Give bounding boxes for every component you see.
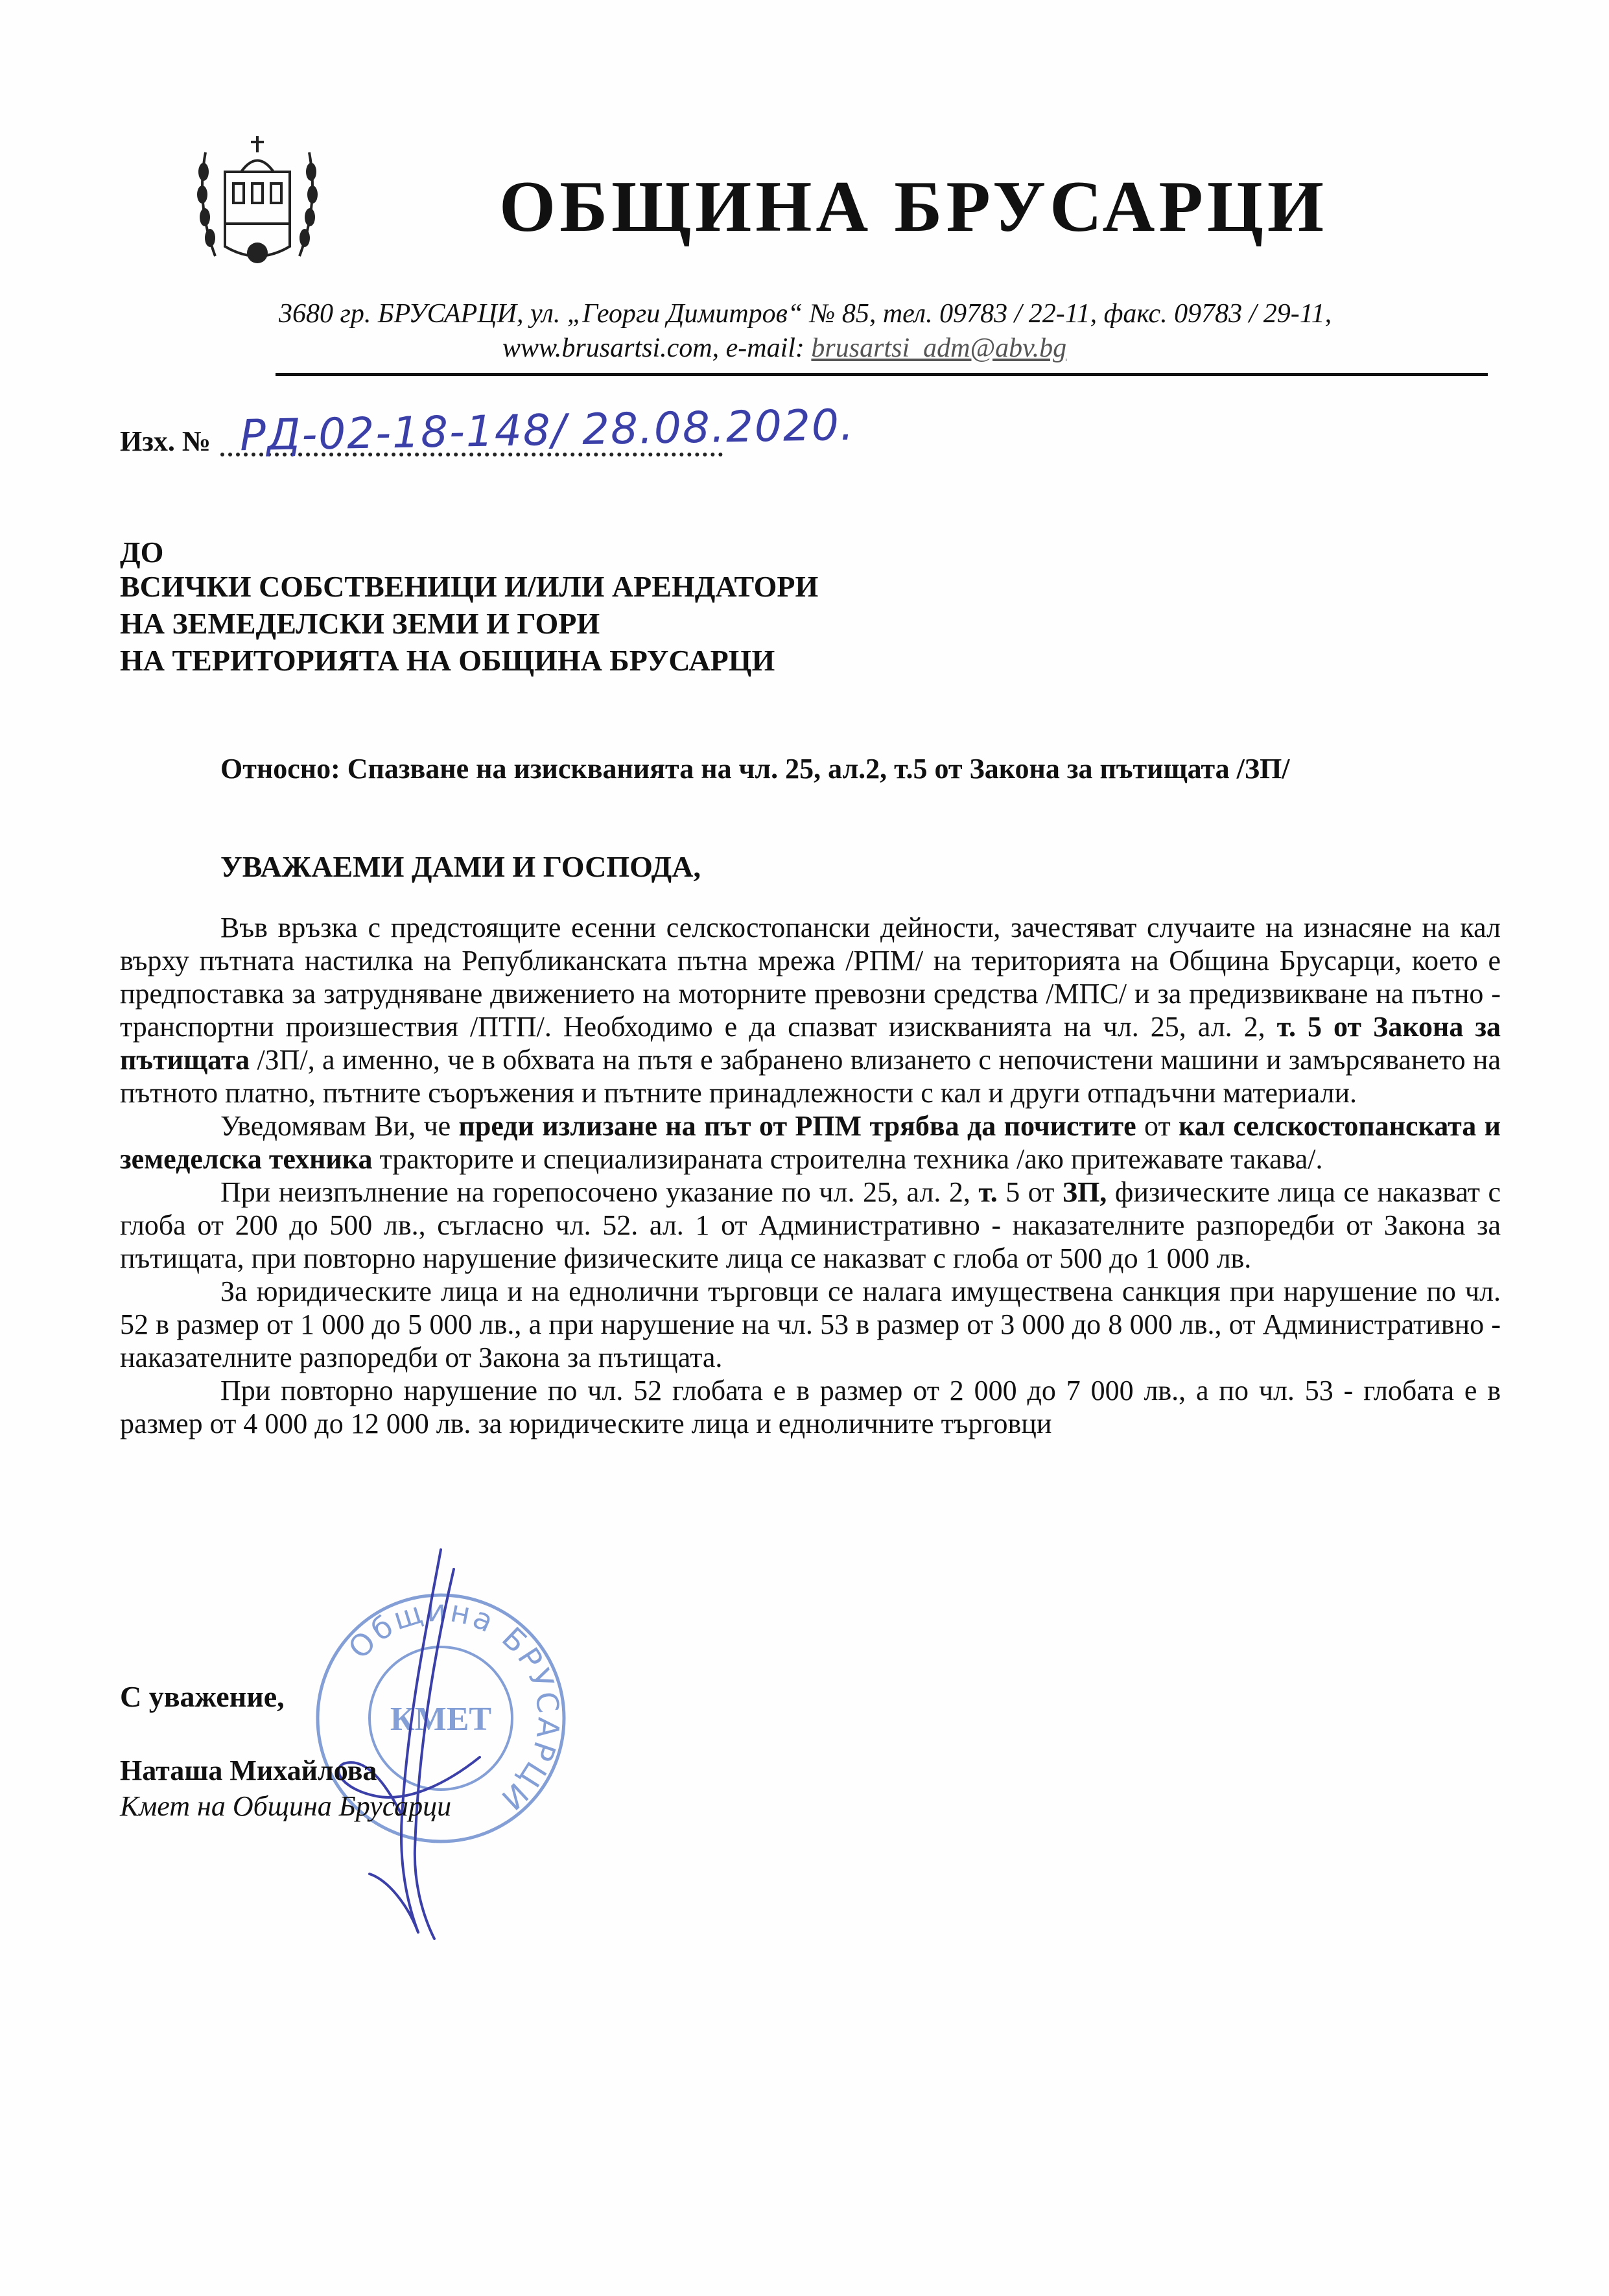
header-divider: [276, 373, 1488, 376]
body-text-bold: т. 5: [1276, 1011, 1322, 1043]
website-text: www.brusartsi.com, e-mail:: [502, 333, 812, 363]
municipality-crest-logo: [189, 133, 325, 276]
body-text: физическите лица се наказват с глоба от 200 до 500 лв., съгласно чл. 52. ал. 1 от Административно - наказателните разпоредби от Закона за пътищата, при повторно нарушение физическите лица се наказват с глоба от 500 до 1 000 лв.: [120, 1176, 1501, 1274]
body-text-bold: кал селскостопанската и земеделска техника: [120, 1110, 1501, 1175]
stamp-center-text: КМЕТ: [390, 1701, 492, 1738]
closing-phrase: С уважение,: [120, 1680, 285, 1713]
addressee-line: ДО: [120, 536, 164, 569]
address-line: 3680 гр. БРУСАРЦИ, ул. „Георги Димитров“ № 85, тел. 09783 / 22-11, факс. 09783 / 29-11,: [279, 299, 1332, 329]
greeting: УВАЖАЕМИ ДАМИ И ГОСПОДА,: [220, 850, 701, 883]
addressee-line: ВСИЧКИ СОБСТВЕНИЦИ И/ИЛИ АРЕНДАТОРИ: [120, 570, 819, 603]
contact-line: [502, 333, 1066, 364]
body-paragraph: [120, 1109, 1501, 1176]
body-text: /ЗП/, а именно, че в обхвата на пътя е забранено влизането с непочистени машини и замърсяването на пътното платно, пътните съоръжения и пътните принадлежности с кал и други отпадъчни материали.: [120, 1044, 1501, 1109]
body-text: 5 от: [997, 1176, 1063, 1208]
body-paragraph: [120, 1176, 1501, 1275]
body-paragraph: При повторно нарушение по чл. 52 глобата е в размер от 2 000 до 7 000 лв., а по чл. 53 - глобата е в размер от 4 000 до 12 000 лв. за юридическите лица и едноличните търговци: [120, 1375, 1501, 1439]
handwritten-signature: [305, 1543, 499, 1945]
signer-name: Наташа Михайлова: [120, 1755, 377, 1786]
body-text: Във връзка с предстоящите есенни селскостопански дейности, зачестяват случаите на изнасяне на кал върху пътната настилка на Републиканската пътна мрежа /РПМ/ на територията на Община Брусарци, което е предпоставка за затрудняване движението на моторните превозни средства /МПС/ и за предизвикване на пътно - транспортни произшествия /ПТП/. Необходимо е да спазват изискванията на чл. 25, ал. 2,: [120, 912, 1501, 1043]
stamp-ring-text: Община БРУСАРЦИ: [341, 1592, 567, 1819]
subject-line: Относно: Спазване на изискванията на чл. 25, ал.2, т.5 от Закона за пътищата /ЗП/: [220, 753, 1290, 785]
municipality-title: ОБЩИНА БРУСАРЦИ: [499, 167, 1328, 247]
body-text: тракторите и специализираната строителна техника /ако притежавате такава/.: [372, 1143, 1323, 1175]
body-text: Уведомявам Ви, че: [220, 1110, 459, 1142]
body-text-bold: т.: [978, 1176, 998, 1208]
body-text: от: [1136, 1110, 1179, 1142]
addressee-line: НА ТЕРИТОРИЯТА НА ОБЩИНА БРУСАРЦИ: [120, 644, 775, 677]
body-text: При неизпълнение на горепосочено указание по чл. 25, ал. 2,: [220, 1176, 979, 1208]
body-paragraph: За юридическите лица и на еднолични търговци се налага имуществена санкция при нарушение по чл. 52 в размер от 1 000 до 5 000 лв., а при нарушение на чл. 53 в размер от 3 000 до 8 000 лв., от Административно - наказателните разпоредби от Закона за пътищата.: [120, 1275, 1501, 1373]
handwritten-reference-number: РД-02-18-148/ 28.08.2020.: [239, 399, 856, 461]
body-text: [1322, 1011, 1333, 1043]
body-text-bold: от Закона за пътищата: [120, 1011, 1501, 1076]
body-text-bold: преди излизане на път от РПМ трябва да почистите: [458, 1110, 1136, 1142]
body-paragraph: [120, 911, 1501, 1109]
email-link[interactable]: brusartsi_adm@abv.bg: [811, 333, 1067, 363]
reference-label: Изх. №: [120, 425, 211, 457]
addressee-line: НА ЗЕМЕДЕЛСКИ ЗЕМИ И ГОРИ: [120, 607, 600, 640]
signer-role: Кмет на Община Брусарци: [120, 1790, 452, 1822]
letter-body: [120, 911, 1501, 1440]
body-text-bold: ЗП,: [1062, 1176, 1107, 1208]
